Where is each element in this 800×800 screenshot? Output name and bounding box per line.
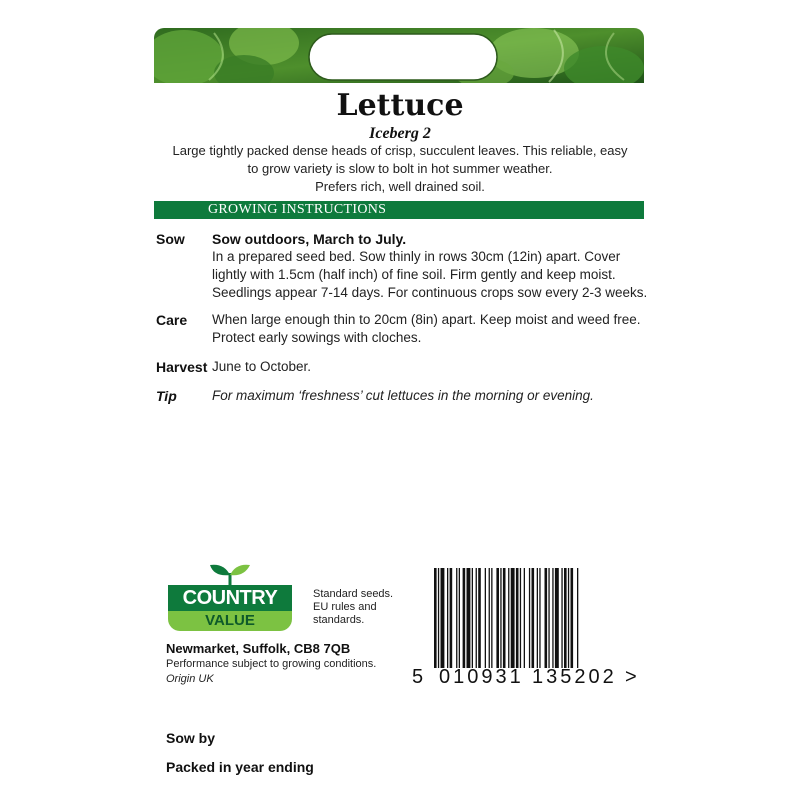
barcode [432,568,622,673]
sow-heading: Sow outdoors, March to July. [212,231,407,247]
barcode-bar [500,568,501,668]
barcode-bar [577,568,578,668]
barcode-bar [434,568,437,668]
barcode-bar [552,568,553,668]
barcode-bar [491,568,492,668]
growing-instructions-heading: GROWING INSTRUCTIONS [208,202,387,217]
country-value-logo [168,563,292,633]
description-line: Prefers rich, well drained soil. [315,179,485,194]
company-address: Newmarket, Suffolk, CB8 7QB [166,641,351,656]
barcode-bar [485,568,486,668]
sprout-icon [204,563,256,587]
barcode-bar [568,568,569,668]
standards-line: Standard seeds. [313,588,394,600]
standards-line: EU rules and [313,601,377,613]
barcode-bar [532,568,535,668]
barcode-bar [520,568,521,668]
barcode-bar [561,568,562,668]
product-description [170,142,630,196]
barcode-bar [459,568,460,668]
tip-label: Tip [156,388,177,404]
barcode-digit-lead: 5 [412,666,424,688]
harvest-text [212,358,652,376]
performance-note: Performance subject to growing conditions. [166,658,377,670]
product-variety: Iceberg 2 [369,125,431,142]
barcode-bar [524,568,525,668]
care-label: Care [156,312,188,328]
growing-instructions-banner [154,201,644,219]
barcode-bar [571,568,574,668]
barcode-bar [489,568,490,668]
standards-line: standards. [313,614,365,626]
description-line: to grow variety is slow to bolt in hot summer weather. [247,161,553,176]
barcode-bar [503,568,506,668]
product-title: Lettuce [336,88,464,123]
barcode-bar [537,568,538,668]
barcode-bar [450,568,453,668]
sow-instructions [212,230,652,302]
barcode-bar [548,568,549,668]
logo-value-text: VALUE [168,611,292,631]
sow-line: Seedlings appear 7-14 days. For continuous crops sow every 2-3 weeks. [212,285,648,300]
barcode-bar [564,568,567,668]
barcode-bar [463,568,466,668]
barcode-bar [467,568,471,668]
sow-line: lightly with 1.5cm (half inch) of fine soil. Firm gently and keep moist. [212,267,616,282]
care-line: Protect early sowings with cloches. [212,330,422,345]
tip-value: For maximum ‘freshness’ cut lettuces in the morning or evening. [212,388,594,403]
barcode-number [412,666,647,688]
sow-by-label: Sow by [166,730,216,746]
care-instructions [212,311,652,347]
harvest-value: June to October. [212,359,312,374]
barcode-bar [447,568,448,668]
harvest-label: Harvest [156,359,208,375]
barcode-end-marker: > [625,666,637,688]
barcode-bar [511,568,515,668]
tip-text [212,387,652,405]
barcode-bar [456,568,457,668]
sow-line: In a prepared seed bed. Sow thinly in rows 30cm (12in) apart. Cover [212,249,621,264]
barcode-bar [478,568,481,668]
barcode-bar [472,568,473,668]
packed-in-year-label: Packed in year ending [166,759,314,775]
barcode-bar [438,568,439,668]
barcode-bar [529,568,530,668]
barcode-bar [539,568,540,668]
sow-label: Sow [156,231,185,247]
barcode-digits-left: 010931 [439,666,524,688]
origin-note: Origin UK [166,673,214,685]
logo-country-text: COUNTRY [168,585,292,611]
barcode-bar [496,568,499,668]
barcode-bar [508,568,509,668]
barcode-bar [476,568,477,668]
barcode-bar [441,568,445,668]
standards-note [313,588,393,627]
barcode-bar [555,568,559,668]
barcode-digits-right: 135202 [532,666,617,688]
care-line: When large enough thin to 20cm (8in) apart. Keep moist and weed free. [212,312,641,327]
barcode-bar [516,568,519,668]
description-line: Large tightly packed dense heads of crisp, succulent leaves. This reliable, easy [172,143,628,158]
header-lettuce-photo [154,28,644,83]
barcode-bar [545,568,548,668]
